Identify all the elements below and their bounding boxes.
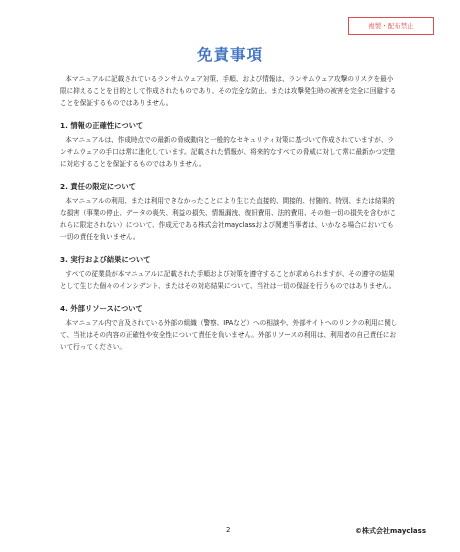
section-heading: 4. 外部リソースについて [60,304,143,313]
section-heading: 3. 実行および結果について [60,255,151,264]
confidential-stamp: 複製・配布禁止 [348,17,434,35]
intro-paragraph: 本マニュアルに記載されているランサムウェア対策、手順、および情報は、ランサムウェア攻撃のリスクを最小限に抑えることを目的として作成されたものであり、その完全な防止、または攻撃発生時の被害を完全に回避することを保証するものではありません。 [60,75,397,107]
page-number: 2 [226,526,231,534]
section-accuracy [60,121,398,170]
document-body [60,73,398,353]
section-body: 本マニュアル内で言及されている外部の組織（警察、IPAなど）への相談や、外部サイトへのリンクの利用に関して、当社はその内容の正確性や安全性について責任を負いません。外部リソースの利用は、利用者の自己責任において行ってください。 [60,319,398,351]
section-liability [60,182,398,243]
footer-copyright: ©株式会社mayclass [355,527,426,535]
section-execution [60,255,398,292]
section-body: 本マニュアルの利用、または利用できなかったことにより生じた直接的、間接的、付随的、特別、または結果的な損害（事業の停止、データの喪失、利益の損失、情報漏洩、復旧費用、法的費用、その他一切の損失を含むがこれらに限定されない）について、作成元である株式会社mayclassおよび関連当事者は、いかなる場合においても一切の責任を負いません。 [60,197,397,241]
section-body: すべての従業員が本マニュアルに記載された手順および対策を遵守することが求められますが、その遵守の結果として生じた個々のインシデント、またはその対応結果について、当社は一切の保証を行うものではありません。 [60,270,396,290]
section-heading: 2. 責任の限定について [60,182,136,191]
section-external-resources [60,304,398,353]
page-title: 免責事項 [196,46,263,64]
section-body: 本マニュアルは、作成時点での最新の脅威動向と一般的なセキュリティ対策に基づいて作成されていますが、ランサムウェアの手口は常に進化しています。記載された情報が、将来的なすべての脅威に対して常に最新かつ完璧に対応することを保証するものではありません。 [60,136,396,168]
section-heading: 1. 情報の正確性について [60,121,144,130]
